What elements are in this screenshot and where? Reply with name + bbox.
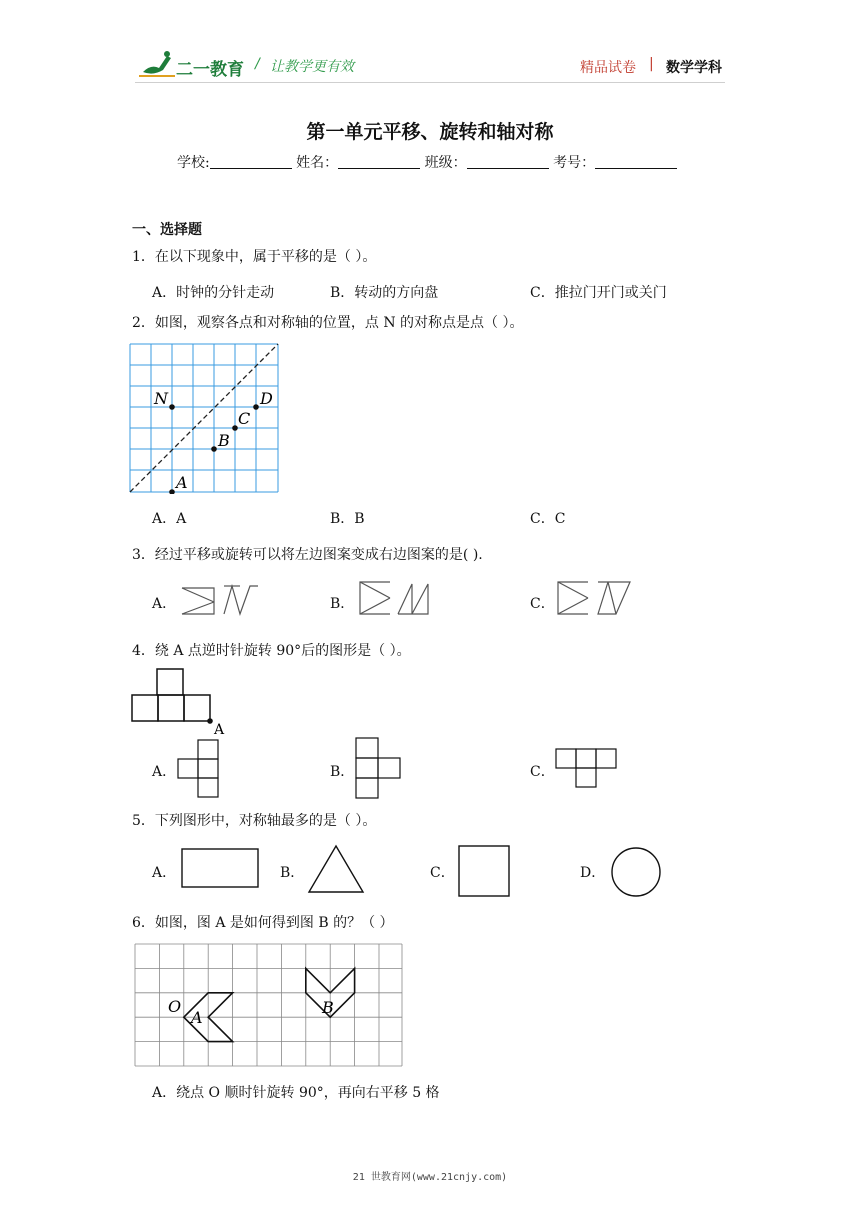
q3-option-a-figure: [180, 582, 260, 618]
q3-option-b: B．: [330, 596, 355, 612]
slogan-separator: /: [255, 56, 260, 72]
q2-option-a: A．A: [152, 511, 187, 527]
point-n: [169, 404, 175, 410]
student-info: [177, 152, 677, 172]
q5-option-c: C．: [430, 865, 455, 881]
exam-no-blank[interactable]: [595, 154, 677, 169]
tag-subject: 数学学科: [666, 60, 722, 76]
q4-option-c-figure: [554, 747, 618, 791]
point-c: [232, 425, 238, 431]
q5-rectangle-figure: [180, 847, 260, 889]
slogan: 让教学更有效: [270, 59, 354, 75]
point-b: [211, 446, 217, 452]
label-b: B: [218, 431, 230, 450]
q4-option-b-figure: [354, 736, 402, 802]
q6-label-o: O: [168, 997, 182, 1016]
q2-option-c: C．C: [530, 511, 566, 527]
q4-option-c: C．: [530, 764, 555, 780]
q3-option-b-figure: [358, 580, 434, 616]
q1-option-b: B．转动的方向盘: [330, 285, 439, 301]
label-a: A: [176, 473, 188, 492]
header-logo: [137, 50, 177, 78]
section-heading: 一、选择题: [132, 222, 202, 238]
q4-option-a: A．: [152, 764, 177, 780]
q4-original-figure: [130, 667, 230, 737]
question-2-stem: 2．如图，观察各点和对称轴的位置，点 N 的对称点是点（ ）。: [132, 315, 524, 331]
q2-option-b: B．B: [330, 511, 365, 527]
q4-option-a-figure: [176, 738, 222, 800]
exam-no-label: 考号：: [553, 155, 596, 171]
q6-option-a: A．绕点 O 顺时针旋转 90°，再向右平移 5 格: [152, 1085, 440, 1101]
page-footer: 21 世教育网(www.21cnjy.com): [352, 1172, 508, 1183]
name-blank[interactable]: [338, 154, 420, 169]
logo-text: 二一教育: [176, 60, 244, 80]
q2-grid-figure: [128, 342, 282, 494]
question-1-stem: 1．在以下现象中，属于平移的是（ ）。: [132, 249, 377, 265]
question-6-stem: 6．如图，图 A 是如何得到图 B 的？（ ）: [132, 915, 394, 931]
point-d: [253, 404, 259, 410]
name-label: 姓名：: [296, 155, 339, 171]
question-4-stem: 4．绕 A 点逆时针旋转 90°后的图形是（ ）。: [132, 643, 411, 659]
q6-grid-figure: [134, 943, 404, 1069]
q1-option-c: C．推拉门开门或关门: [530, 285, 667, 301]
q5-circle-figure: [609, 845, 663, 899]
runner-logo-icon: [137, 50, 177, 78]
header-rule: [135, 82, 725, 83]
q5-option-b: B．: [280, 865, 305, 881]
q1-option-a: A．时钟的分针走动: [152, 285, 275, 301]
school-blank[interactable]: [210, 154, 292, 169]
label-c: C: [238, 409, 251, 428]
q4-option-b: B．: [330, 764, 355, 780]
page-title: 第一单元平移、旋转和轴对称: [306, 121, 554, 143]
q3-option-c-figure: [556, 580, 636, 616]
school-label: 学校:: [177, 155, 210, 171]
question-5-stem: 5．下列图形中，对称轴最多的是（ ）。: [132, 813, 377, 829]
class-label: 班级：: [424, 155, 467, 171]
tag-premium: 精品试卷: [580, 60, 636, 76]
q6-label-a: A: [191, 1008, 203, 1027]
q5-square-figure: [457, 844, 511, 898]
header-divider: |: [649, 56, 654, 72]
q5-option-d: D．: [580, 865, 606, 881]
q6-label-b: B: [322, 998, 334, 1017]
q5-triangle-figure: [307, 844, 365, 894]
question-3-stem: 3．经过平移或旋转可以将左边图案变成右边图案的是( ).: [132, 547, 483, 563]
q5-option-a: A．: [152, 865, 177, 881]
q3-option-a: A．: [152, 596, 177, 612]
class-blank[interactable]: [467, 154, 549, 169]
label-n: N: [154, 389, 168, 408]
q3-option-c: C．: [530, 596, 555, 612]
point-a: [169, 489, 175, 494]
label-d: D: [260, 389, 273, 408]
q4-point-a-label: A: [214, 722, 225, 737]
